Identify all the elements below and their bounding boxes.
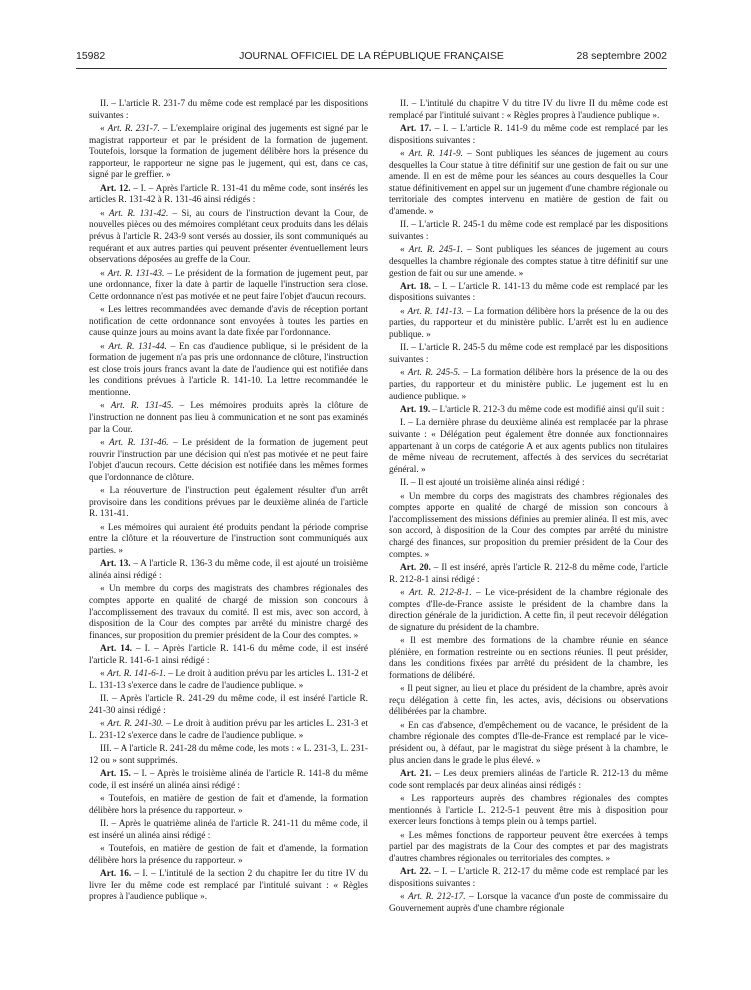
paragraph-text: « Les lettres recommandées avec demande d'avis de réception portant notification de cette ordonnance sont envoyées à toutes les parties en cause quinze jours au moins avant la date fixée par l'ordonnance.: [89, 305, 368, 339]
paragraph-text: « Toutefois, en matière de gestion de fait et d'amende, la formation délibère hors la présence du rapporteur. »: [89, 843, 368, 866]
paragraph-text: – Sont publiques les séances de jugement au cours desquelles la Cour statue à titre définitif sur une gestion de fait ou sur une amende. Il en est de même pour les séances au cours desquelles la Cour statue définitivement en appel sur un jugement d'une chambre régionale ou territoriale des comptes intervenu en matière de gestion de fait ou d'amende. »: [389, 148, 668, 217]
paragraph: [389, 636, 668, 682]
opening-quote: «: [400, 306, 408, 317]
page-number: 15982: [76, 50, 106, 62]
paragraph-text: – I. – Après le troisième alinéa de l'article R. 141-8 du même code, il est inséré un alinéa ainsi rédigé :: [89, 769, 368, 791]
article-reference: Art. R. 131-46.: [109, 438, 169, 448]
article-number: Art. 12.: [100, 183, 131, 194]
article-reference: Art. R. 241-30.: [107, 719, 164, 730]
paragraph: [89, 523, 368, 558]
article-number: Art. 14.: [100, 644, 132, 655]
article-paragraph: [89, 184, 368, 207]
left-column: [89, 99, 368, 906]
opening-quote: «: [100, 401, 111, 412]
paragraph: [89, 401, 368, 436]
article-paragraph: [89, 769, 368, 792]
article-reference: Art. R. 131-45.: [110, 401, 174, 412]
paragraph: [389, 307, 668, 342]
paragraph-text: I. – La dernière phrase du deuxième alinéa est remplacée par la phrase suivante : « Délégation peut également être donnée aux fonctionnaires appartenant à un corps de catégorie A et aux agents publics non titulaires de même niveau de recrutement, affectés à des services du secrétariat général. »: [389, 418, 668, 475]
opening-quote: «: [100, 438, 110, 448]
paragraph-text: – I. – Après l'article R. 141-6 du même code, il est inséré l'article R. 141-6-1 ainsi rédigé :: [89, 644, 368, 666]
paragraph-text: « Il peut signer, au lieu et place du président de la chambre, après avoir reçu délégation à cette fin, les actes, avis, décisions ou observations délibérées par la chambre.: [389, 684, 668, 718]
article-number: Art. 18.: [400, 281, 432, 292]
paragraph-text: « Les mêmes fonctions de rapporteur peuvent être exercées à temps partiel par des magistrats de la Cour des comptes et par des magistrats d'autres chambres régionales ou territoriales des comptes. »: [389, 830, 668, 864]
paragraph-text: – L'article R. 212-3 du même code est modifié ainsi qu'il suit :: [430, 405, 665, 416]
article-number: Art. 16.: [100, 868, 132, 879]
opening-quote: «: [100, 268, 108, 279]
opening-quote: «: [400, 245, 409, 256]
paragraph: [389, 99, 668, 122]
article-reference: Art. R. 141-9.: [408, 148, 463, 159]
paragraph-text: II. – Il est ajouté un troisième alinéa ainsi rédigé :: [400, 478, 585, 489]
article-paragraph: [89, 644, 368, 667]
publication-date: 28 septembre 2002: [576, 50, 667, 62]
paragraph-text: – La formation délibère hors la présence de la ou des parties, du rapporteur et du ministère public. L'arrêt est lu en audience publique. »: [389, 306, 668, 341]
article-reference: Art. R. 141-6-1.: [107, 669, 166, 680]
paragraph: [89, 584, 368, 642]
paragraph: [89, 209, 368, 267]
paragraph-text: – Les mémoires produits après la clôture de l'instruction ne donnent pas lieu à communication et ne sont pas examinés par la Cour.: [89, 401, 368, 435]
paragraph: [89, 694, 368, 717]
paragraph-text: – Le droit à audition prévu par les articles L. 231-3 et L. 231-12 s'exerce dans le cadre de l'audience publique. »: [89, 719, 368, 741]
opening-quote: «: [400, 892, 409, 903]
paragraph-text: – A l'article R. 136-3 du même code, il est ajouté un troisième alinéa ainsi rédigé :: [89, 559, 368, 581]
opening-quote: «: [400, 148, 409, 159]
paragraph: [89, 269, 368, 304]
article-number: Art. 21.: [400, 769, 432, 779]
paragraph: [89, 438, 368, 484]
paragraph: [89, 744, 368, 767]
header-rule: [76, 68, 667, 69]
paragraph-text: – Si, au cours de l'instruction devant la Cour, de nouvelles pièces ou des mémoires complétant ceux produits dans les délais prévus à l'article R. 243-9 sont versés au dossier, ils sont communiqués au requérant et aux autres parties qui peuvent présenter éventuellement leurs observations déposées au greffe de la Cour.: [89, 208, 368, 266]
article-number: Art. 17.: [400, 123, 432, 134]
article-paragraph: [389, 124, 668, 147]
paragraph: [389, 220, 668, 243]
paragraph: [389, 149, 668, 219]
paragraph: [89, 669, 368, 692]
paragraph-text: – L'exemplaire original des jugements est signé par le magistrat rapporteur et par le président de la formation de jugement. Toutefois, lorsque la formation de jugement délibère hors la présence du rapporteur, le rapporteur ne signe pas le jugement, qui est, dans ce cas, signé par le greffier. »: [89, 123, 368, 181]
article-paragraph: [89, 869, 368, 904]
opening-quote: «: [400, 368, 408, 379]
paragraph-text: « En cas d'absence, d'empêchement ou de vacance, le président de la chambre régionale des comptes d'Ile-de-France est remplacé par le vice-président ou, à défaut, par le magistrat du siège présent à la chambre, le plus ancien dans le grade le plus élevé. »: [389, 720, 668, 766]
paragraph-text: – I. – Après l'article R. 131-41 du même code, sont insérés les articles R. 131-42 à R. 131-46 ainsi rédigés :: [89, 183, 368, 206]
article-number: Art. 20.: [400, 562, 431, 573]
article-reference: Art. R. 141-13.: [407, 306, 464, 317]
paragraph-text: – En cas d'audience publique, si le président de la formation de jugement n'a pas pris une ordonnance de clôture, l'instruction est close trois jours francs avant la date de l'audience qui est notifiée dans les conditions prévues à l'article R. 141-10. La lettre recommandée le mentionne.: [89, 341, 368, 399]
paragraph: [389, 343, 668, 366]
page-header: [76, 50, 667, 64]
paragraph-text: – I. – L'intitulé de la section 2 du chapitre Ier du titre IV du livre Ier du même code est remplacé par l'intitulé suivant : « Règles propres à l'audience publique ».: [89, 868, 368, 903]
opening-quote: «: [100, 341, 109, 352]
article-paragraph: [389, 867, 668, 890]
article-number: Art. 22.: [400, 867, 432, 878]
paragraph: [89, 819, 368, 842]
paragraph: [89, 719, 368, 742]
right-column: [389, 99, 668, 917]
paragraph-text: – I. – L'article R. 212-17 du même code est remplacé par les dispositions suivantes :: [389, 867, 668, 889]
paragraph-text: – I. – L'article R. 141-9 du même code est remplacé par les dispositions suivantes :: [389, 123, 668, 146]
paragraph: [389, 892, 668, 915]
paragraph: [389, 684, 668, 719]
paragraph-text: II. – Après l'article R. 241-29 du même code, il est inséré l'article R. 241-30 ainsi rédigé :: [89, 694, 368, 716]
article-reference: Art. R. 231-7.: [107, 123, 160, 134]
article-paragraph: [389, 563, 668, 586]
paragraph-text: – La formation délibère hors la présence de la ou des parties, du rapporteur et du ministère public. Le jugement est lu en audience publique. »: [389, 368, 669, 402]
paragraph-text: – I. – L'article R. 141-13 du même code est remplacé par les dispositions suivantes :: [389, 281, 668, 304]
article-reference: Art. R. 131-43.: [107, 268, 165, 279]
paragraph-text: – Lorsque la vacance d'un poste de commissaire du Gouvernement auprès d'une chambre régionale: [389, 892, 668, 914]
article-reference: Art. R. 245-1.: [408, 245, 463, 256]
paragraph: [389, 492, 668, 562]
opening-quote: «: [100, 208, 109, 219]
opening-quote: «: [400, 587, 409, 598]
article-paragraph: [389, 769, 668, 792]
paragraph: [389, 245, 668, 280]
paragraph: [89, 305, 368, 340]
paragraph-text: « Toutefois, en matière de gestion de fait et d'amende, la formation délibère hors la présence du rapporteur. »: [89, 793, 368, 816]
article-number: Art. 19.: [400, 405, 431, 416]
paragraph-text: III. – A l'article R. 241-28 du même code, les mots : « L. 231-3, L. 231-12 ou » sont supprimés.: [89, 744, 368, 766]
opening-quote: «: [100, 719, 108, 730]
paragraph: [389, 368, 668, 403]
paragraph-text: « Les mémoires qui auraient été produits pendant la période comprise entre la clôture et la réouverture de l'instruction sont communiqués aux parties. »: [89, 522, 368, 556]
paragraph-text: – Le vice-président de la chambre régionale des comptes d'Ile-de-France assiste le président de la chambre dans la direction générale de la juridiction. A cette fin, il peut recevoir délégation de signature du président de la chambre.: [389, 587, 668, 633]
paragraph: [389, 418, 668, 476]
paragraph-text: – Il est inséré, après l'article R. 212-8 du même code, l'article R. 212-8-1 ainsi rédigé :: [389, 562, 668, 585]
paragraph: [389, 588, 668, 634]
article-reference: Art. R. 131-42.: [108, 208, 169, 219]
article-reference: Art. R. 245-5.: [407, 368, 461, 379]
article-paragraph: [89, 559, 368, 582]
paragraph-text: II. – L'article R. 245-5 du même code est remplacé par les dispositions suivantes :: [389, 343, 668, 366]
paragraph-text: – Le droit à audition prévu par les articles L. 131-2 et L. 131-13 s'exerce dans le cadre de l'audience publique. »: [89, 669, 368, 691]
paragraph: [389, 478, 668, 490]
paragraph-text: « Un membre du corps des magistrats des chambres régionales des comptes apporte en qualité de chargé de mission son concours à l'accomplissement des missions définies au premier alinéa. Il est mis, avec son accord, à disposition de la Cour des comptes par arrêté du ministre chargé des finances, sur proposition du premier président de la Cour des comptes. »: [389, 491, 668, 560]
paragraph: [389, 831, 668, 866]
paragraph-text: « Un membre du corps des magistrats des chambres régionales des comptes apporte en qualité de chargé de mission son concours à l'accomplissement des travaux du comité. Il est mis, avec son accord, à disposition de la Cour des comptes par arrêté du ministre chargé des finances, sur proposition du premier président de la Cour des comptes. »: [89, 584, 368, 641]
opening-quote: «: [100, 669, 108, 680]
paragraph-text: – Le président de la formation de jugement peut rouvrir l'instruction par une décision qui n'est pas motivée et ne peut faire l'objet d'aucun recours. Cette décision est notifiée dans les mêmes formes que l'ordonnance de clôture.: [89, 438, 368, 483]
opening-quote: «: [100, 123, 108, 134]
paragraph-text: II. – Après le quatrième alinéa de l'article R. 241-11 du même code, il est inséré un alinéa ainsi rédigé :: [89, 818, 368, 841]
paragraph: [89, 124, 368, 182]
paragraph: [89, 486, 368, 521]
paragraph-text: « Les rapporteurs auprès des chambres régionales des comptes mentionnés à l'article L. 212-5-1 peuvent être mis à disposition pour exercer leurs fonctions à temps plein ou à temps partiel.: [389, 793, 668, 828]
paragraph-text: II. – L'article R. 231-7 du même code est remplacé par les dispositions suivantes :: [89, 99, 368, 121]
paragraph-text: « Il est membre des formations de la chambre réunie en séance plénière, en formation restreinte ou en sections réunies. Il peut présider, dans les conditions fixées par arrêté du président de la chambre, les formations de délibéré.: [389, 636, 668, 681]
article-paragraph: [389, 282, 668, 305]
article-paragraph: [389, 405, 668, 417]
article-number: Art. 15.: [100, 769, 131, 779]
article-reference: Art. R. 131-44.: [108, 341, 167, 352]
paragraph: [89, 342, 368, 400]
paragraph-text: « La réouverture de l'instruction peut également résulter d'un arrêt provisoire dans les conditions prévues par le deuxième alinéa de l'article R. 131-41.: [89, 486, 368, 520]
paragraph-text: – Le président de la formation de jugement peut, par une ordonnance, fixer la date à partir de laquelle l'instruction sera close. Cette ordonnance n'est pas motivée et ne peut faire l'objet d'aucun recours.: [89, 268, 368, 302]
paragraph: [389, 721, 668, 767]
paragraph-text: II. – L'article R. 245-1 du même code est remplacé par les dispositions suivantes :: [389, 220, 668, 242]
article-reference: Art. R. 212-17.: [408, 892, 466, 903]
paragraph-text: – Les deux premiers alinéas de l'article R. 212-13 du même code sont remplacés par deux alinéas ainsi rédigés :: [389, 769, 668, 791]
paragraph-text: II. – L'intitulé du chapitre V du titre IV du livre II du même code est remplacé par l'intitulé suivant : « Règles propres à l'audience publique ».: [389, 99, 668, 121]
paragraph: [389, 794, 668, 829]
paragraph: [89, 844, 368, 867]
article-number: Art. 13.: [100, 559, 131, 570]
paragraph-text: – Sont publiques les séances de jugement au cours desquelles la chambre régionale des comptes statue à titre définitif sur une gestion de fait ou sur une amende. »: [389, 245, 668, 279]
journal-title: JOURNAL OFFICIEL DE LA RÉPUBLIQUE FRANÇAISE: [239, 50, 504, 62]
paragraph: [89, 99, 368, 122]
article-reference: Art. R. 212-8-1.: [409, 587, 472, 598]
paragraph: [89, 794, 368, 817]
